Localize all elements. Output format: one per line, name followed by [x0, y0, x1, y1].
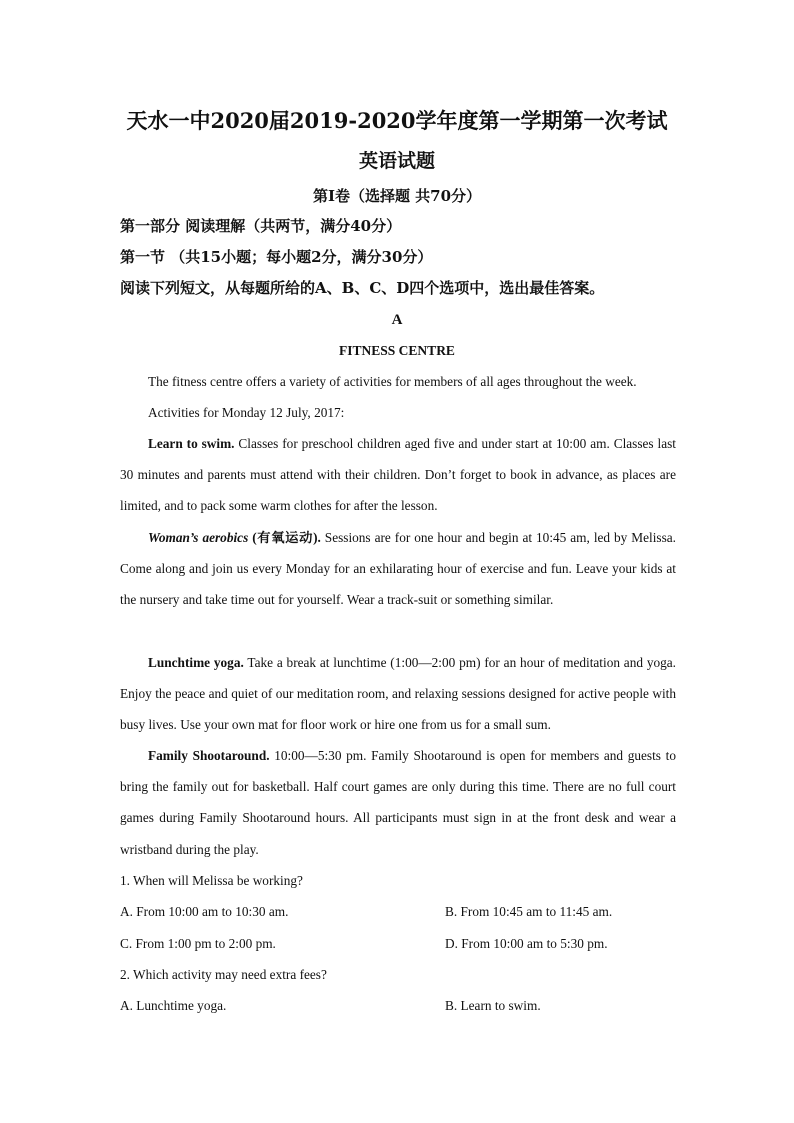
question-1-option-a[interactable]: A. From 10:00 am to 10:30 am.: [120, 904, 289, 919]
aerobics-heading: Woman’s aerobics: [148, 530, 249, 545]
question-1-stem: 1. When will Melissa be working?: [120, 873, 303, 888]
question-2-option-a[interactable]: A. Lunchtime yoga.: [120, 998, 227, 1013]
passage-date-line: Activities for Monday 12 July, 2017:: [148, 405, 345, 420]
volume-heading: 第I卷（选择题 共70分）: [312, 187, 482, 205]
paragraph-swim: [120, 428, 676, 522]
section-heading: 第一节 （共15小题；每小题2分，满分30分）: [120, 248, 433, 266]
direction-text: 阅读下列短文，从每题所给的A、B、C、D四个选项中，选出最佳答案。: [120, 279, 605, 297]
passage-intro: The fitness centre offers a variety of activities for members of all ages throughout the week.: [148, 374, 637, 389]
passage-title: FITNESS CENTRE: [339, 343, 455, 358]
paragraph-aerobics: [120, 522, 676, 616]
question-1-option-d[interactable]: D. From 10:00 am to 5:30 pm.: [445, 936, 608, 951]
part-heading: 第一部分 阅读理解（共两节，满分40分）: [120, 217, 402, 235]
question-2-option-b[interactable]: B. Learn to swim.: [445, 998, 541, 1013]
swim-heading: Learn to swim.: [148, 436, 235, 451]
paragraph-yoga: [120, 647, 676, 741]
shootaround-text: 10:00—5:30 pm. Family Shootaround is open for members and guests to bring the family out for basketball. Half court games are only during this time. There are no full court games during Family Shootaround hours. All participants must sign in at the front desk and wear a wristband during the play.: [120, 748, 676, 857]
swim-text: Classes for preschool children aged five and under start at 10:00 am. Classes last 30 minutes and parents must attend with their children. Don’t forget to book in advance, as places are limited, and to pack some warm clothes for after the lesson.: [120, 436, 676, 514]
aerobics-text: Sessions are for one hour and begin at 10:45 am, led by Melissa. Come along and join us every Monday for an exhilarating hour of exercise and fun. Leave your kids at the nursery and take time out for yourself. Wear a track-suit or something similar.: [120, 530, 676, 608]
yoga-text: Take a break at lunchtime (1:00—2:00 pm) for an hour of meditation and yoga. Enjoy the peace and quiet of our meditation room, and relaxing sessions designed for active people with busy lives. Use your own mat for floor work or hire one from us for a small sum.: [120, 655, 676, 733]
exam-title: 天水一中2020届2019-2020学年度第一学期第一次考试: [126, 108, 668, 133]
yoga-heading: Lunchtime yoga.: [148, 655, 244, 670]
question-2-stem: 2. Which activity may need extra fees?: [120, 967, 327, 982]
question-1-option-b[interactable]: B. From 10:45 am to 11:45 am.: [445, 904, 613, 919]
paragraph-shootaround: [120, 740, 676, 865]
question-1-option-c[interactable]: C. From 1:00 pm to 2:00 pm.: [120, 936, 276, 951]
aerobics-note: (有氧运动).: [248, 530, 321, 545]
passage-label: A: [391, 312, 403, 328]
exam-subtitle: 英语试题: [358, 150, 435, 172]
shootaround-heading: Family Shootaround.: [148, 748, 270, 763]
